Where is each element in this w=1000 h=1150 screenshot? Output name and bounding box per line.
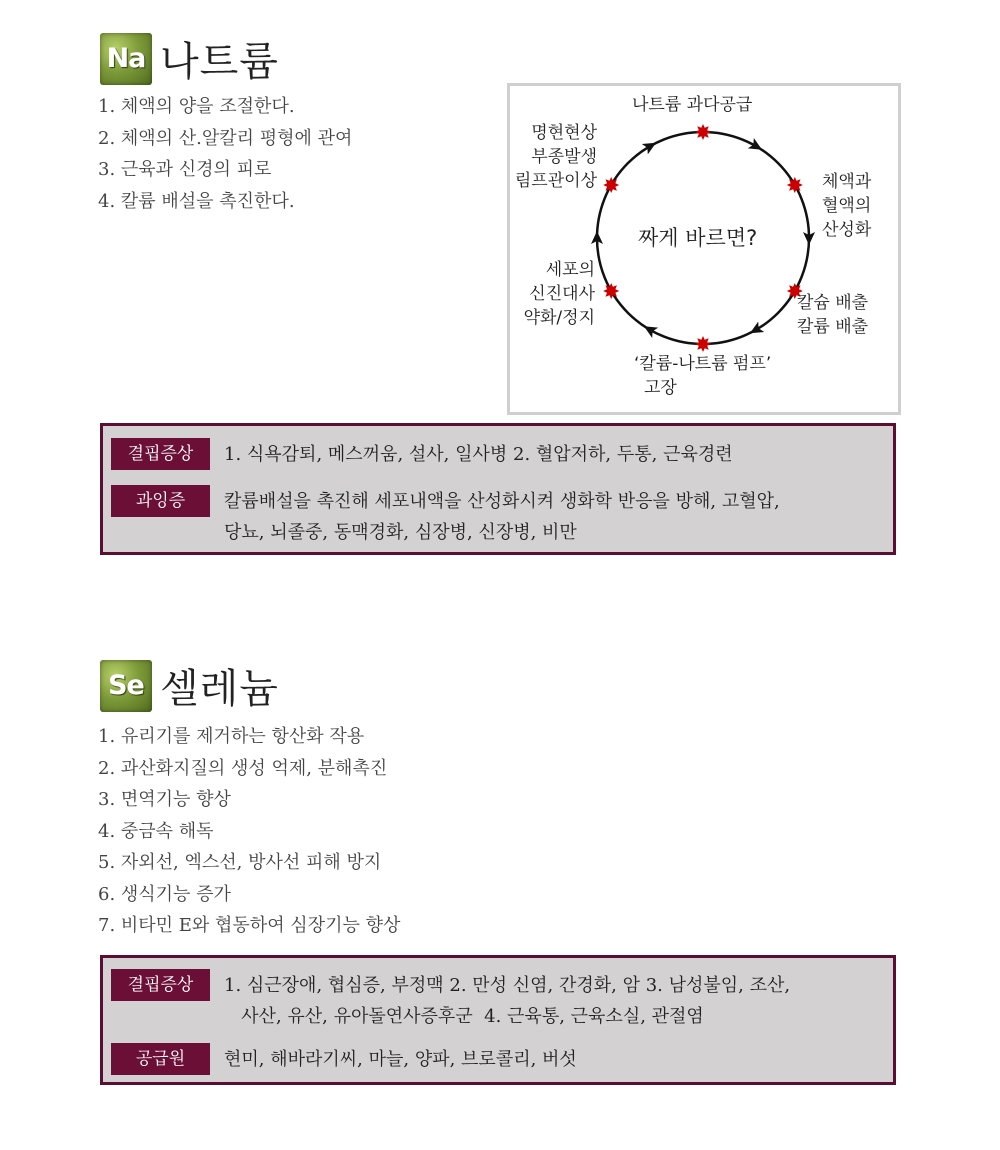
list-item: 3. 근육과 신경의 피로 [98, 159, 272, 180]
cycle-arrow-4 [641, 321, 658, 338]
selenium-source-row [111, 1043, 577, 1075]
sodium-cycle-diagram [507, 83, 901, 415]
cycle-marker-4 [695, 336, 711, 352]
selenium-symptom-box [100, 955, 896, 1085]
sodium-heading [100, 30, 279, 87]
list-item: 1. 체액의 양을 조절한다. [98, 96, 295, 117]
cycle-arrow-3 [747, 322, 764, 339]
list-item: 6. 생식기능 증가 [98, 883, 231, 905]
sodium-deficiency-row [111, 438, 733, 470]
list-item: 4. 중금속 해독 [98, 820, 214, 842]
excess-text: 칼륨배설을 촉진해 세포내액을 산성화시켜 생화학 반응을 방해, 고혈압, 당뇨, 뇌졸중, 동맥경화, 심장병, 신장병, 비만 [224, 491, 780, 543]
cycle-marker-2 [787, 177, 803, 193]
list-item: 3. 면역기능 향상 [98, 789, 231, 810]
cycle-left-bottom-label: 세포의 신진대사 약화/정지 [523, 260, 595, 328]
deficiency-text: 1. 식욕감퇴, 메스꺼움, 설사, 일사병 2. 혈압저하, 두통, 근육경련 [224, 444, 733, 465]
cycle-top-label: 나트륨 과다공급 [632, 95, 753, 115]
cycle-marker-5 [603, 283, 619, 299]
excess-tag: 과잉증 [111, 485, 210, 517]
deficiency-text: 1. 심근장애, 협심증, 부정맥 2. 만성 신염, 간경화, 암 3. 남성불임, 조산, 사산, 유산, 유아돌연사증후군 4. 근육통, 근육소실, 관절염 [224, 975, 791, 1027]
sodium-title: 나트륨 [160, 39, 279, 85]
selenium-heading [100, 657, 279, 714]
selenium-element-icon: Se [100, 660, 152, 712]
cycle-right-top-label: 체액과 혈액의 산성화 [822, 172, 872, 240]
list-item: 5. 자외선, 엑스선, 방사선 피해 방지 [98, 852, 382, 873]
source-tag: 공급원 [111, 1043, 210, 1075]
selenium-title: 셀레늄 [160, 666, 279, 712]
sodium-symptom-box [100, 423, 896, 555]
selenium-function-list [98, 721, 400, 942]
cycle-marker-1 [695, 124, 711, 140]
cycle-center-label: 짜게 바르면? [638, 226, 758, 250]
cycle-right-bottom-label: 칼슘 배출 칼륨 배출 [797, 293, 869, 337]
cycle-bottom-label: ‘칼륨-나트륨 펌프’ 고장 [634, 354, 772, 398]
cycle-arrow-1 [748, 138, 765, 155]
sodium-element-icon: Na [100, 33, 152, 85]
sodium-excess-row [111, 485, 780, 548]
selenium-deficiency-row [111, 969, 790, 1032]
list-item: 4. 칼륨 배설을 촉진한다. [98, 190, 295, 212]
sodium-function-list [98, 91, 352, 217]
list-item: 7. 비타민 E와 협동하여 심장기능 향상 [98, 915, 401, 936]
cycle-left-top-label: 명현현상 부종발생 림프관이상 [514, 123, 597, 191]
source-text: 현미, 해바라기씨, 마늘, 양파, 브로콜리, 버섯 [224, 1049, 577, 1070]
list-item: 1. 유리기를 제거하는 항산화 작용 [98, 726, 365, 747]
deficiency-tag: 결핍증상 [111, 969, 210, 1001]
cycle-marker-6 [603, 177, 619, 193]
cycle-arrow-6 [642, 138, 659, 155]
list-item: 2. 체액의 산.알칼리 평형에 관여 [98, 127, 353, 149]
list-item: 2. 과산화지질의 생성 억제, 분해촉진 [98, 757, 388, 779]
deficiency-tag: 결핍증상 [111, 438, 210, 470]
